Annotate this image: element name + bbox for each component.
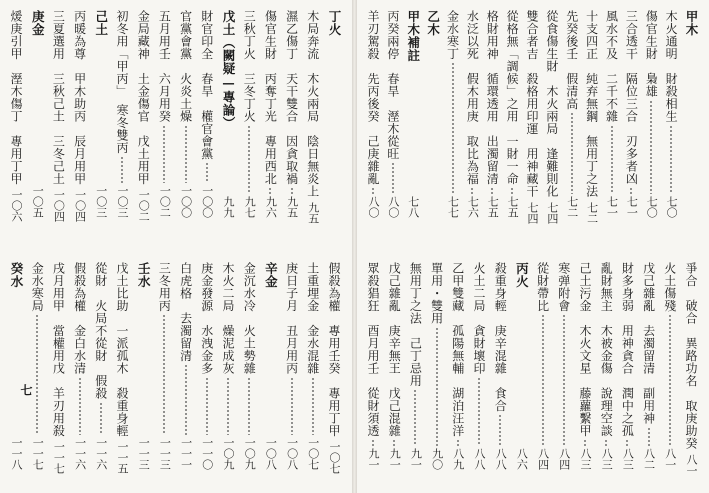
toc-page-number: 八〇	[367, 196, 380, 218]
toc-page-number: 一一一	[179, 437, 193, 470]
toc-page-number: 一〇九	[243, 437, 257, 470]
toc-page-number: 一一〇	[200, 437, 214, 470]
toc-entry	[407, 262, 423, 470]
leader-dots	[669, 314, 671, 446]
toc-entry-title: 癸水	[9, 262, 24, 288]
toc-page-number: 一一七	[31, 437, 45, 470]
leader-dots	[393, 439, 395, 446]
toc-entry	[471, 262, 487, 470]
toc-page-number: 八三	[621, 448, 635, 470]
toc-page-number: 一一五	[116, 441, 129, 474]
toc-entry	[524, 10, 540, 224]
leader-dots	[650, 100, 652, 195]
toc-heading	[262, 262, 278, 470]
toc-entry-title: 從格無「調候」之用 一財一命	[505, 10, 520, 185]
toc-entry	[445, 10, 461, 218]
toc-page-number: 一一六	[73, 437, 87, 470]
toc-entry	[156, 262, 172, 470]
toc-page-number: 九六	[264, 196, 278, 218]
right-page	[357, 0, 709, 493]
toc-page-number: 一〇六	[10, 189, 23, 222]
toc-page-number: 九一	[367, 448, 380, 470]
toc-page-number: 一〇八	[285, 437, 299, 470]
toc-entry-title: 丙暖為尊 甲木助丙 辰月用甲	[72, 10, 87, 185]
left-bottom-toc	[8, 262, 342, 474]
toc-entry	[50, 262, 66, 474]
toc-entry-title: 初冬用「甲丙」 寒冬雙丙	[115, 10, 129, 154]
toc-page-number: 八三	[579, 448, 592, 470]
toc-heading	[425, 10, 441, 218]
toc-page-number: 一〇二	[137, 189, 151, 222]
toc-entry-title: 辛金	[263, 262, 279, 288]
toc-page-number: 七二	[585, 201, 599, 224]
toc-entry-title: 甲木	[684, 10, 699, 36]
toc-page-number: 八八	[473, 448, 486, 470]
toc-entry-title: 單用・雙用	[429, 262, 444, 325]
leader-dots	[185, 364, 187, 435]
toc-entry	[577, 262, 593, 470]
toc-page-number: 八八	[494, 448, 508, 470]
toc-entry-title: 戊己雜亂 去濁留清 副用神	[641, 262, 656, 425]
toc-entry-title: 三秋丁火 三冬丁火	[242, 10, 257, 123]
toc-entry	[178, 10, 194, 218]
toc-entry	[178, 262, 194, 470]
toc-entry-title: 庚金	[30, 10, 46, 36]
toc-page-number: 七四	[526, 201, 539, 224]
toc-page-number: 一〇七	[328, 441, 341, 474]
toc-entry-title: 從食傷生財 木火兩局 逢難則化	[544, 10, 559, 198]
toc-page-number: 九七	[243, 196, 257, 218]
toc-entry	[619, 262, 635, 470]
toc-entry-title: 木局奔流 木火兩局 陰日無炎上	[305, 10, 320, 198]
toc-heading	[8, 262, 24, 470]
toc-page-number: 七四	[545, 201, 559, 224]
leader-dots	[291, 187, 293, 194]
toc-page-number: 八四	[536, 448, 550, 470]
toc-entry-title: 十支四正 純弃無鋼 無用丁之法	[584, 10, 599, 198]
leader-dots	[206, 162, 208, 183]
leader-dots	[563, 314, 565, 446]
leader-dots	[471, 187, 473, 194]
toc-entry	[114, 262, 130, 474]
leader-dots	[227, 377, 229, 436]
toc-entry-title: 風水不及 二千不雜	[604, 10, 619, 123]
toc-entry-title: 戊土比助 一派孤木 殺重身輕	[115, 262, 129, 437]
toc-entry-title: 三夏選用 三秋己土 三冬己土	[51, 10, 66, 185]
toc-entry	[604, 10, 620, 218]
toc-entry	[284, 10, 300, 218]
toc-entry-title: 木火二局 燥泥成灰	[221, 262, 235, 375]
toc-entry	[385, 10, 401, 218]
toc-heading	[135, 262, 151, 470]
toc-entry-title: 傷官生財 丙奪丁光 專用西北	[263, 10, 278, 185]
leader-dots	[372, 187, 374, 194]
toc-page-number: 七一	[625, 196, 639, 218]
toc-entry-title: 三合透干 隔位三合 刃多者凶	[624, 10, 639, 185]
leader-dots	[499, 414, 501, 446]
toc-entry	[564, 10, 580, 218]
toc-page-number: 一〇五	[31, 185, 45, 218]
toc-entry-title: 羊刃駕殺 先丙後癸 己庚雜亂	[366, 10, 380, 185]
toc-page-number: 八三	[600, 448, 614, 470]
leader-dots	[511, 187, 513, 194]
toc-page-number: 一一八	[10, 437, 23, 470]
leader-dots	[121, 156, 123, 183]
toc-entry	[683, 262, 699, 476]
toc-heading	[513, 262, 529, 470]
toc-page-number: 一〇三	[94, 185, 108, 218]
toc-entry-title: 假殺為權 專用壬癸 專用丁甲	[327, 262, 341, 437]
leader-dots	[312, 377, 314, 436]
toc-page-number: 七七	[446, 196, 460, 218]
toc-entry	[365, 262, 381, 470]
leader-dots	[630, 187, 632, 194]
toc-page-number: 一一六	[94, 437, 108, 470]
toc-entry-title: 煖庚引甲 溼木傷丁 專用丁甲	[9, 10, 23, 185]
toc-entry-title: 從財 火局不從財 假殺	[93, 262, 108, 400]
leader-dots	[648, 427, 650, 447]
toc-entry	[29, 262, 45, 470]
toc-entry	[598, 262, 614, 470]
page-folio: 七	[19, 384, 33, 396]
toc-entry-title: 水泛以死 假木用庚 取比為福	[465, 10, 480, 185]
toc-entry-title: 金水寒丁	[445, 10, 460, 60]
toc-entry	[663, 10, 679, 218]
toc-entry	[50, 10, 66, 222]
left-page	[0, 0, 352, 493]
leader-dots	[611, 125, 613, 195]
toc-entry-title: 寒弹附會	[556, 262, 571, 312]
toc-entry	[199, 262, 215, 470]
toc-entry-title: 爭合 破合 異路功名 取庚助癸	[684, 262, 698, 450]
toc-heading	[220, 10, 236, 218]
toc-page-number: 八一	[685, 453, 698, 476]
leader-dots	[206, 377, 208, 436]
toc-entry-title: 先癸後壬 假清高	[564, 10, 579, 110]
toc-entry	[623, 10, 639, 218]
toc-page-number: 七一	[605, 196, 619, 218]
leader-dots	[478, 377, 480, 447]
left-top-toc	[8, 10, 342, 224]
toc-entry-title: 庚日子月 丑月用丙	[284, 262, 299, 375]
toc-page-number: 八〇	[386, 196, 400, 218]
leader-dots	[163, 314, 165, 435]
toc-page-number: 七二	[565, 196, 579, 218]
toc-entry-title: 壬水	[136, 262, 152, 288]
toc-entry-title: 財多身弱 用神貪合 潤中之孤	[620, 262, 635, 437]
toc-heading	[683, 10, 699, 218]
toc-entry	[584, 10, 600, 224]
toc-page-number: 八九	[451, 448, 465, 470]
toc-entry-title: 戊土（闕疑—專論）	[221, 10, 236, 130]
leader-dots	[36, 314, 38, 435]
toc-entry	[93, 262, 109, 470]
toc-page-number: 一〇〇	[200, 185, 214, 218]
leader-dots	[291, 377, 293, 436]
toc-entry	[72, 262, 88, 470]
toc-entry-title: 官黨會黨 火炎土燥	[178, 10, 193, 123]
toc-entry-title: 己土污金 木火文星 藤蘿繫甲	[578, 262, 592, 437]
toc-entry	[114, 10, 130, 218]
toc-entry	[484, 10, 500, 218]
leader-dots	[491, 187, 493, 194]
toc-entry-title: 金沉水冷 火土勢雜	[242, 262, 257, 375]
toc-entry	[450, 262, 466, 470]
toc-entry	[156, 10, 172, 218]
leader-dots	[436, 327, 438, 447]
toc-page-number: 七五	[506, 196, 520, 218]
toc-entry-title: 五月用壬 六月用癸	[157, 10, 172, 123]
right-top-toc	[365, 10, 699, 224]
toc-entry	[643, 10, 659, 218]
toc-entry-title: 白虎格 去濁留清	[178, 262, 193, 362]
toc-page-number: 九五	[285, 196, 299, 218]
leader-dots	[457, 439, 459, 446]
toc-entry-title: 丙癸兩停 春旱 溼木從旺	[385, 10, 400, 160]
toc-entry	[8, 10, 24, 222]
toc-entry-title: 從財帶比	[535, 262, 550, 312]
toc-entry-title: 火土傷殘	[662, 262, 677, 312]
toc-entry-title: 傷官生財 梟雄	[644, 10, 659, 98]
toc-entry	[641, 262, 657, 470]
toc-entry-title: 金水寒局	[30, 262, 45, 312]
toc-entry	[386, 262, 402, 470]
toc-entry-title: 戌月用甲 當權用戊 羊刃用殺	[51, 262, 66, 437]
toc-entry-title: 金局藏神 土金傷官 戊土用甲	[136, 10, 151, 185]
toc-entry-title: 無用丁之法 己丁忌用	[408, 262, 423, 387]
toc-page-number: 七〇	[645, 196, 659, 218]
toc-entry-title: 丙火	[514, 262, 530, 288]
toc-entry	[544, 10, 560, 224]
toc-entry-title: 戊己雜亂 庚辛無王 戊己混雜	[387, 262, 402, 437]
toc-page-number: 九〇	[430, 448, 444, 470]
toc-heading	[93, 10, 109, 218]
toc-entry	[241, 10, 257, 218]
toc-entry	[135, 10, 151, 222]
leader-dots	[452, 62, 454, 194]
leader-dots	[542, 314, 544, 446]
toc-page-number: 七六	[466, 196, 480, 218]
toc-page-number: 九九	[222, 196, 235, 218]
toc-page-number: 九一	[409, 448, 423, 470]
leader-dots	[185, 125, 187, 184]
toc-entry	[464, 10, 480, 218]
toc-entry-title: 雙合者吉 殺格用印運 用神藏干	[525, 10, 539, 198]
toc-entry-title: 乙木	[425, 10, 441, 36]
toc-entry	[305, 262, 321, 470]
toc-entry	[365, 10, 381, 218]
toc-entry	[556, 262, 572, 470]
leader-dots	[392, 162, 394, 194]
toc-page-number: 九一	[388, 448, 402, 470]
toc-entry	[429, 262, 445, 470]
toc-entry	[504, 10, 520, 218]
toc-page-number: 八一	[663, 448, 677, 470]
toc-page-number: 一〇四	[52, 189, 66, 222]
toc-entry	[72, 10, 88, 222]
leader-dots	[163, 125, 165, 184]
toc-entry	[220, 262, 236, 470]
toc-heading	[326, 10, 342, 218]
leader-dots	[414, 389, 416, 446]
toc-page-number: 一〇〇	[179, 185, 193, 218]
toc-entry-title: 火土二局 貪財壞印	[472, 262, 486, 375]
toc-page-number: 一〇二	[158, 185, 172, 218]
toc-page-number: 八四	[557, 448, 571, 470]
toc-entry-title: 假殺為權 金白水清	[72, 262, 87, 375]
toc-page-number: 九五	[306, 201, 320, 224]
toc-entry-title: 眾殺猖狂 酉月用壬 從財須透	[366, 262, 380, 437]
toc-page-number: 一〇四	[73, 189, 87, 222]
toc-entry-title: 乙甲雙藏 孤陽無輔 湖泊汪洋	[450, 262, 465, 437]
toc-page-number: 一〇八	[264, 437, 278, 470]
leader-dots	[584, 439, 586, 446]
toc-page-number: 一一三	[137, 437, 151, 470]
toc-entry-title: 格財用神 循環透用 出濁留清	[485, 10, 500, 185]
toc-entry	[535, 262, 551, 470]
leader-dots	[372, 439, 374, 446]
toc-entry-title: 三冬用丙	[157, 262, 172, 312]
toc-page-number: 一〇九	[222, 437, 235, 470]
toc-page-number: 七〇	[665, 196, 679, 218]
toc-entry-title: 木火通明 財殺相生	[664, 10, 679, 123]
toc-entry-title: 濕乙傷丁 天干雙合 因貪取禍	[284, 10, 299, 185]
toc-page-number: 一〇三	[116, 185, 129, 218]
toc-entry	[326, 262, 342, 474]
toc-page-number: 八二	[642, 448, 656, 470]
toc-heading	[29, 10, 45, 218]
toc-page-number: 七五	[486, 196, 500, 218]
leader-dots	[626, 439, 628, 446]
leader-dots	[670, 125, 672, 195]
toc-entry-title: 己土	[93, 10, 109, 36]
toc-entry	[305, 10, 321, 224]
leader-dots	[248, 125, 250, 195]
toc-entry	[199, 10, 215, 218]
leader-dots	[100, 402, 102, 436]
toc-page-number: 一〇七	[306, 437, 320, 470]
toc-heading	[405, 10, 421, 218]
toc-entry-title: 殺重身輕 庚辛混雜 食合	[493, 262, 508, 412]
toc-page-number: 一一七	[52, 441, 66, 474]
right-bottom-toc	[365, 262, 699, 476]
toc-page-number: 一一三	[158, 437, 172, 470]
toc-entry	[241, 262, 257, 470]
leader-dots	[605, 439, 607, 446]
leader-dots	[248, 377, 250, 436]
leader-dots	[269, 187, 271, 194]
toc-entry-title: 丁火	[327, 10, 342, 36]
toc-entry-title: 甲木補註	[405, 10, 421, 62]
toc-entry	[492, 262, 508, 470]
toc-entry	[662, 262, 678, 470]
toc-page-number: 八六	[515, 448, 529, 470]
toc-entry	[262, 10, 278, 218]
leader-dots	[571, 112, 573, 194]
toc-entry-title: 庚金發源 水洩金多	[199, 262, 214, 375]
toc-entry-title: 財官印全 春旱 權官會黨	[199, 10, 214, 160]
toc-page-number: 七八	[406, 196, 420, 218]
toc-entry	[284, 262, 300, 470]
toc-entry-title: 土重埋金 金水混雜	[305, 262, 320, 375]
toc-entry-title: 亂財無主 木被金傷 說理空談	[599, 262, 614, 437]
leader-dots	[79, 377, 81, 436]
